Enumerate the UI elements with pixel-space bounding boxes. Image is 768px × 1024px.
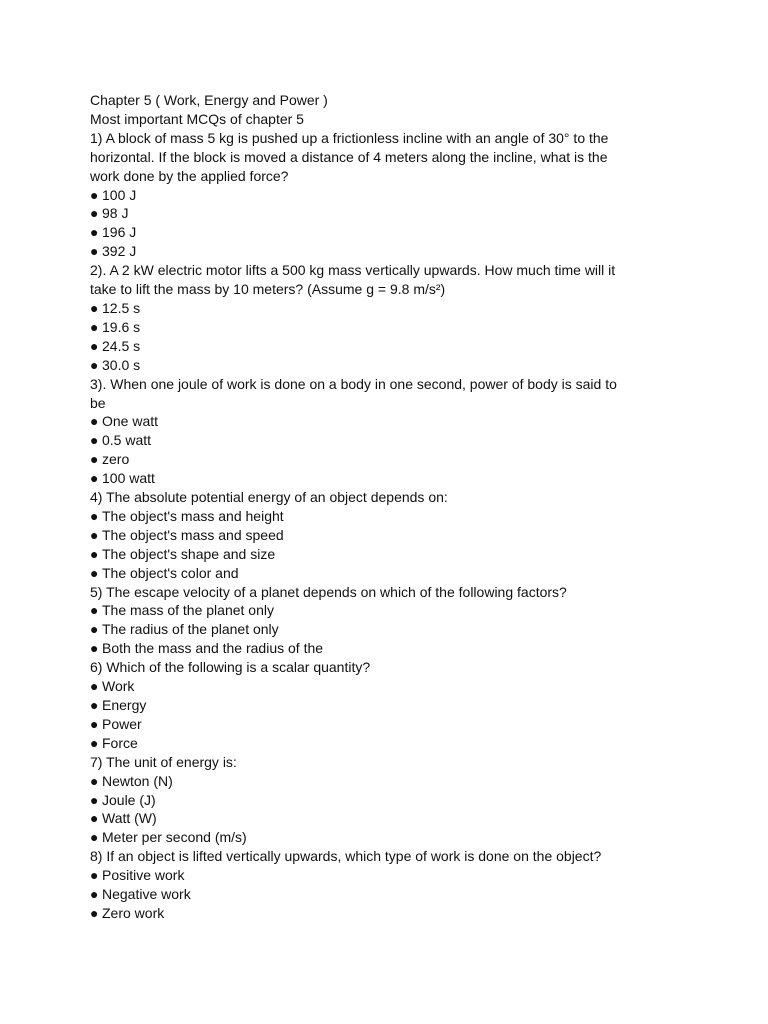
- bullet-icon: ●: [90, 526, 99, 543]
- bullet-icon: ●: [90, 715, 99, 732]
- bullet-icon: ●: [90, 810, 99, 827]
- option-item: [90, 450, 630, 469]
- option-text: Force: [102, 734, 138, 751]
- option-item: [90, 337, 630, 356]
- option-text: Watt (W): [102, 810, 157, 827]
- option-text: 98 J: [102, 205, 129, 222]
- option-item: [90, 866, 630, 885]
- option-text: 24.5 s: [102, 337, 141, 354]
- bullet-icon: ●: [90, 564, 99, 581]
- option-item: [90, 431, 630, 450]
- bullet-icon: ●: [90, 867, 99, 884]
- option-text: The object's mass and speed: [102, 526, 284, 543]
- question-text: 1) A block of mass 5 kg is pushed up a frictionless incline with an angle of 30° to the horizontal. If the block is moved a distance of 4 meters along the incline, what is the work done by the applied force?: [90, 129, 609, 184]
- option-item: [90, 809, 630, 828]
- option-item: [90, 469, 630, 488]
- question-block: [90, 261, 630, 374]
- bullet-icon: ●: [90, 602, 99, 619]
- option-item: [90, 772, 630, 791]
- bullet-icon: ●: [90, 886, 99, 903]
- option-item: [90, 715, 630, 734]
- option-text: 12.5 s: [102, 299, 141, 316]
- option-item: [90, 601, 630, 620]
- bullet-icon: ●: [90, 318, 99, 335]
- bullet-icon: ●: [90, 507, 99, 524]
- option-text: Power: [102, 715, 142, 732]
- option-item: [90, 507, 630, 526]
- bullet-icon: ●: [90, 791, 99, 808]
- option-item: [90, 620, 630, 639]
- bullet-icon: ●: [90, 432, 99, 449]
- option-text: 19.6 s: [102, 318, 141, 335]
- question-text: 3). When one joule of work is done on a body in one second, power of body is said to be: [90, 375, 617, 411]
- option-item: [90, 242, 630, 261]
- question-block: [90, 488, 630, 583]
- option-text: The mass of the planet only: [102, 602, 274, 619]
- option-item: [90, 696, 630, 715]
- question-text: 2). A 2 kW electric motor lifts a 500 kg mass vertically upwards. How much time will it take to lift the mass by 10 meters? (Assume g = 9.8 m/s²): [90, 262, 616, 298]
- option-text: Newton (N): [102, 772, 173, 789]
- question-block: [90, 129, 630, 261]
- option-item: [90, 412, 630, 431]
- option-text: The object's mass and height: [102, 507, 284, 524]
- question-block: [90, 583, 630, 659]
- option-item: [90, 186, 630, 205]
- bullet-icon: ●: [90, 734, 99, 751]
- option-text: The radius of the planet only: [102, 621, 279, 638]
- option-item: [90, 564, 630, 583]
- option-text: Positive work: [102, 867, 185, 884]
- document-body: [90, 91, 630, 923]
- option-text: 392 J: [102, 243, 137, 260]
- bullet-icon: ●: [90, 224, 99, 241]
- option-item: [90, 677, 630, 696]
- option-text: The object's color and: [102, 564, 239, 581]
- bullet-icon: ●: [90, 205, 99, 222]
- option-item: [90, 639, 630, 658]
- bullet-icon: ●: [90, 337, 99, 354]
- document-title: Chapter 5 ( Work, Energy and Power ): [90, 92, 328, 108]
- bullet-icon: ●: [90, 904, 99, 921]
- option-item: [90, 223, 630, 242]
- bullet-icon: ●: [90, 772, 99, 789]
- document-subtitle: Most important MCQs of chapter 5: [90, 110, 304, 127]
- option-text: One watt: [102, 413, 159, 430]
- option-item: [90, 545, 630, 564]
- option-text: 30.0 s: [102, 356, 141, 373]
- option-item: [90, 885, 630, 904]
- option-text: 196 J: [102, 224, 137, 241]
- bullet-icon: ●: [90, 697, 99, 713]
- option-text: The object's shape and size: [102, 545, 276, 562]
- option-text: Energy: [102, 697, 147, 713]
- option-item: [90, 318, 630, 337]
- bullet-icon: ●: [90, 470, 99, 487]
- bullet-icon: ●: [90, 299, 99, 316]
- option-text: Both the mass and the radius of the: [102, 640, 324, 657]
- option-text: 100 J: [102, 186, 137, 203]
- option-text: Negative work: [102, 886, 191, 903]
- option-item: [90, 791, 630, 810]
- option-item: [90, 299, 630, 318]
- option-item: [90, 828, 630, 847]
- question-block: [90, 753, 630, 848]
- bullet-icon: ●: [90, 621, 99, 638]
- question-list: [90, 129, 630, 923]
- question-text: 5) The escape velocity of a planet depends on which of the following factors?: [90, 583, 567, 600]
- option-text: 100 watt: [102, 470, 155, 487]
- option-text: Meter per second (m/s): [102, 829, 247, 846]
- option-text: Joule (J): [102, 791, 156, 808]
- bullet-icon: ●: [90, 640, 99, 657]
- question-text: 7) The unit of energy is:: [90, 753, 237, 770]
- option-item: [90, 526, 630, 545]
- option-item: [90, 904, 630, 923]
- bullet-icon: ●: [90, 451, 99, 468]
- question-text: 8) If an object is lifted vertically upwards, which type of work is done on the object?: [90, 848, 602, 865]
- bullet-icon: ●: [90, 678, 99, 695]
- bullet-icon: ●: [90, 186, 99, 203]
- option-text: 0.5 watt: [102, 432, 152, 449]
- option-item: [90, 204, 630, 223]
- bullet-icon: ●: [90, 413, 99, 430]
- option-text: Zero work: [102, 904, 165, 921]
- bullet-icon: ●: [90, 356, 99, 373]
- bullet-icon: ●: [90, 545, 99, 562]
- question-text: 6) Which of the following is a scalar quantity?: [90, 659, 371, 676]
- bullet-icon: ●: [90, 243, 99, 260]
- option-text: zero: [102, 451, 130, 468]
- question-block: [90, 658, 630, 753]
- question-block: [90, 847, 630, 923]
- option-item: [90, 734, 630, 753]
- question-block: [90, 375, 630, 488]
- question-text: 4) The absolute potential energy of an object depends on:: [90, 489, 448, 506]
- option-text: Work: [102, 678, 135, 695]
- bullet-icon: ●: [90, 829, 99, 846]
- option-item: [90, 356, 630, 375]
